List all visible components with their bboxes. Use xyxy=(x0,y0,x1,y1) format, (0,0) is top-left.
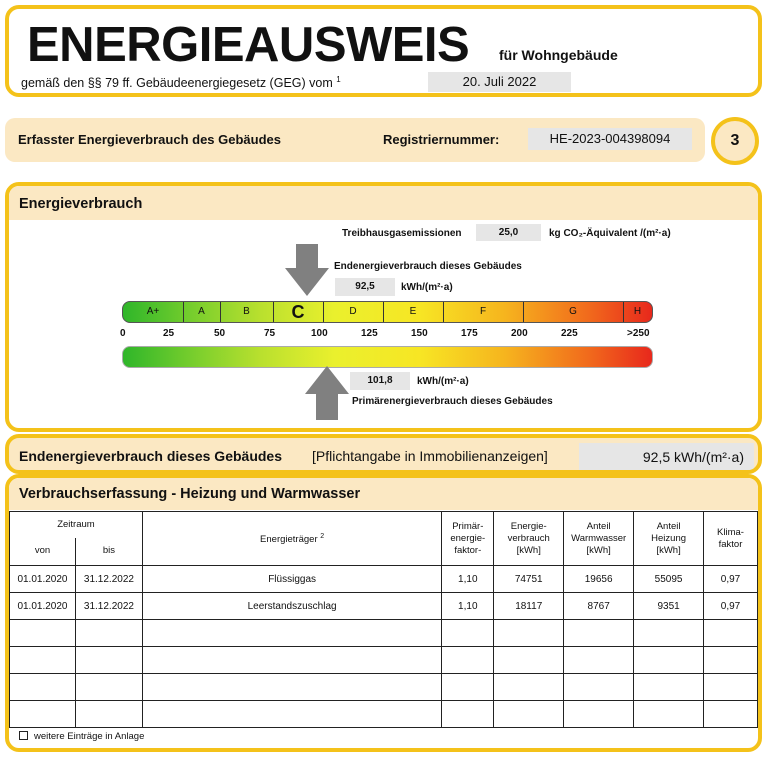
class-b: B xyxy=(243,306,250,317)
header-line: faktor xyxy=(718,538,743,550)
primary-energy-label: Primärenergieverbrauch dieses Gebäudes xyxy=(352,396,553,407)
cell-hot-water: 8767 xyxy=(564,593,634,620)
end-energy-value: 92,5 xyxy=(335,278,395,296)
empty-cell xyxy=(634,620,704,647)
empty-cell xyxy=(75,647,142,674)
primary-energy-arrow-icon xyxy=(305,366,349,420)
carrier-footnote: 2 xyxy=(320,532,325,540)
cell-to: 31.12.2022 xyxy=(75,593,142,620)
end-energy-arrow-icon xyxy=(285,244,329,296)
primary-energy-scale xyxy=(122,346,653,368)
extra-entries-label: weitere Einträge in Anlage xyxy=(34,731,145,742)
scale-tick: 100 xyxy=(311,328,328,339)
header-line: [kWh] xyxy=(656,544,681,556)
header-panel xyxy=(5,5,762,97)
scale-tick: 50 xyxy=(214,328,226,339)
header-line: Anteil xyxy=(586,520,611,532)
heating-header xyxy=(634,512,704,566)
carrier-header-text: Energieträger xyxy=(260,534,318,546)
efficiency-scale xyxy=(122,301,653,323)
table-row xyxy=(10,701,758,728)
class-f: F xyxy=(479,306,487,317)
ghg-unit: kg CO₂-Äquivalent /(m²·a) xyxy=(549,228,671,239)
header-line: verbrauch xyxy=(507,532,550,544)
table-row xyxy=(10,566,758,593)
header-line: Anteil xyxy=(656,520,681,532)
recorded-consumption-label: Erfasster Energieverbrauch des Gebäudes xyxy=(18,132,282,147)
cell-climate-factor: 0,97 xyxy=(704,566,758,593)
class-h: H xyxy=(633,306,642,317)
scale-tick: 75 xyxy=(264,328,276,339)
document-subtitle: für Wohngebäude xyxy=(499,47,618,63)
empty-cell xyxy=(564,674,634,701)
energy-section-title: Energieverbrauch xyxy=(9,186,758,220)
climate-factor-header xyxy=(704,512,758,566)
registry-row xyxy=(5,118,705,162)
cell-climate-factor: 0,97 xyxy=(704,593,758,620)
cell-heating: 55095 xyxy=(634,566,704,593)
header-line: Warmwasser xyxy=(571,532,627,544)
registry-number: HE-2023-004398094 xyxy=(528,128,692,150)
cell-heating: 9351 xyxy=(634,593,704,620)
cell-from: 01.01.2020 xyxy=(10,593,76,620)
empty-cell xyxy=(75,701,142,728)
cell-to: 31.12.2022 xyxy=(75,566,142,593)
empty-cell xyxy=(442,701,494,728)
legal-basis xyxy=(21,75,341,90)
scale-tick: 25 xyxy=(163,328,175,339)
empty-cell xyxy=(10,674,76,701)
class-c-active: C xyxy=(291,302,305,322)
empty-cell xyxy=(75,620,142,647)
final-consumption-note: [Pflichtangabe in Immobilienanzeigen] xyxy=(312,448,548,464)
cell-primary-factor: 1,10 xyxy=(442,593,494,620)
primary-energy-value: 101,8 xyxy=(350,372,410,390)
header-line: Heizung xyxy=(651,532,687,544)
scale-tick: 0 xyxy=(120,328,126,339)
scale-tick: 175 xyxy=(461,328,478,339)
table-row xyxy=(10,593,758,620)
empty-cell xyxy=(10,647,76,674)
empty-cell xyxy=(564,647,634,674)
header-line: energie- xyxy=(450,532,486,544)
final-consumption-value: 92,5 kWh/(m²·a) xyxy=(579,443,754,471)
cell-hot-water: 19656 xyxy=(564,566,634,593)
empty-cell xyxy=(634,701,704,728)
table-row xyxy=(10,620,758,647)
empty-cell xyxy=(142,647,441,674)
class-d: D xyxy=(349,306,357,317)
consumption-header xyxy=(494,512,564,566)
empty-cell xyxy=(142,620,441,647)
final-consumption-label: Endenergieverbrauch dieses Gebäudes xyxy=(19,448,282,464)
empty-cell xyxy=(442,647,494,674)
empty-cell xyxy=(494,701,564,728)
ghg-value: 25,0 xyxy=(476,224,541,241)
empty-cell xyxy=(10,701,76,728)
cell-from: 01.01.2020 xyxy=(10,566,76,593)
scale-tick: 200 xyxy=(511,328,528,339)
end-energy-unit: kWh/(m²·a) xyxy=(401,282,453,293)
empty-cell xyxy=(494,647,564,674)
empty-cell xyxy=(142,674,441,701)
extra-entries-checkbox[interactable] xyxy=(19,731,28,740)
empty-cell xyxy=(704,674,758,701)
from-header: von xyxy=(10,538,76,566)
scale-tick: 125 xyxy=(361,328,378,339)
empty-cell xyxy=(442,674,494,701)
class-a-plus: A+ xyxy=(146,306,160,317)
empty-cell xyxy=(10,620,76,647)
table-row xyxy=(10,647,758,674)
header-line: [kWh] xyxy=(586,544,611,556)
carrier-header xyxy=(142,512,441,566)
consumption-section-title: Verbrauchserfassung - Heizung und Warmwasser xyxy=(9,478,758,510)
page-number-badge: 3 xyxy=(711,117,759,165)
header-line: Energie- xyxy=(510,520,547,532)
empty-cell xyxy=(564,701,634,728)
primary-factor-header xyxy=(442,512,494,566)
primary-energy-unit: kWh/(m²·a) xyxy=(417,376,469,387)
empty-cell xyxy=(494,620,564,647)
energy-panel xyxy=(5,182,762,432)
empty-cell xyxy=(494,674,564,701)
cell-carrier: Flüssiggas xyxy=(142,566,441,593)
consumption-table xyxy=(9,511,758,728)
cell-carrier: Leerstandszuschlag xyxy=(142,593,441,620)
issue-date: 20. Juli 2022 xyxy=(428,72,571,92)
empty-cell xyxy=(634,647,704,674)
legal-footnote: 1 xyxy=(336,75,341,84)
consumption-panel xyxy=(5,474,762,752)
period-header: Zeitraum xyxy=(10,512,143,538)
end-energy-label: Endenergieverbrauch dieses Gebäudes xyxy=(334,261,522,272)
empty-cell xyxy=(442,620,494,647)
header-line: faktor- xyxy=(454,544,482,556)
extra-entries-option[interactable] xyxy=(19,731,144,742)
empty-cell xyxy=(634,674,704,701)
empty-cell xyxy=(564,620,634,647)
empty-cell xyxy=(704,701,758,728)
header-line: [kWh] xyxy=(516,544,541,556)
cell-consumption: 74751 xyxy=(494,566,564,593)
class-g: G xyxy=(569,306,577,317)
empty-cell xyxy=(75,674,142,701)
cell-consumption: 18117 xyxy=(494,593,564,620)
class-a: A xyxy=(198,306,205,317)
to-header: bis xyxy=(75,538,142,566)
ghg-label: Treibhausgasemissionen xyxy=(342,228,462,239)
legal-text: gemäß den §§ 79 ff. Gebäudeenergiegesetz (GEG) vom xyxy=(21,76,333,90)
scale-tick: 150 xyxy=(411,328,428,339)
document-title: ENERGIEAUSWEIS xyxy=(27,18,470,72)
header-line: Klima- xyxy=(717,526,744,538)
empty-cell xyxy=(704,647,758,674)
empty-cell xyxy=(142,701,441,728)
registry-number-label: Registriernummer: xyxy=(383,132,500,147)
empty-cell xyxy=(704,620,758,647)
final-consumption-panel xyxy=(5,434,762,474)
hot-water-header xyxy=(564,512,634,566)
cell-primary-factor: 1,10 xyxy=(442,566,494,593)
class-e: E xyxy=(409,306,417,317)
header-line: Primär- xyxy=(452,520,484,532)
scale-tick: 225 xyxy=(561,328,578,339)
table-row xyxy=(10,674,758,701)
scale-tick: >250 xyxy=(627,328,650,339)
